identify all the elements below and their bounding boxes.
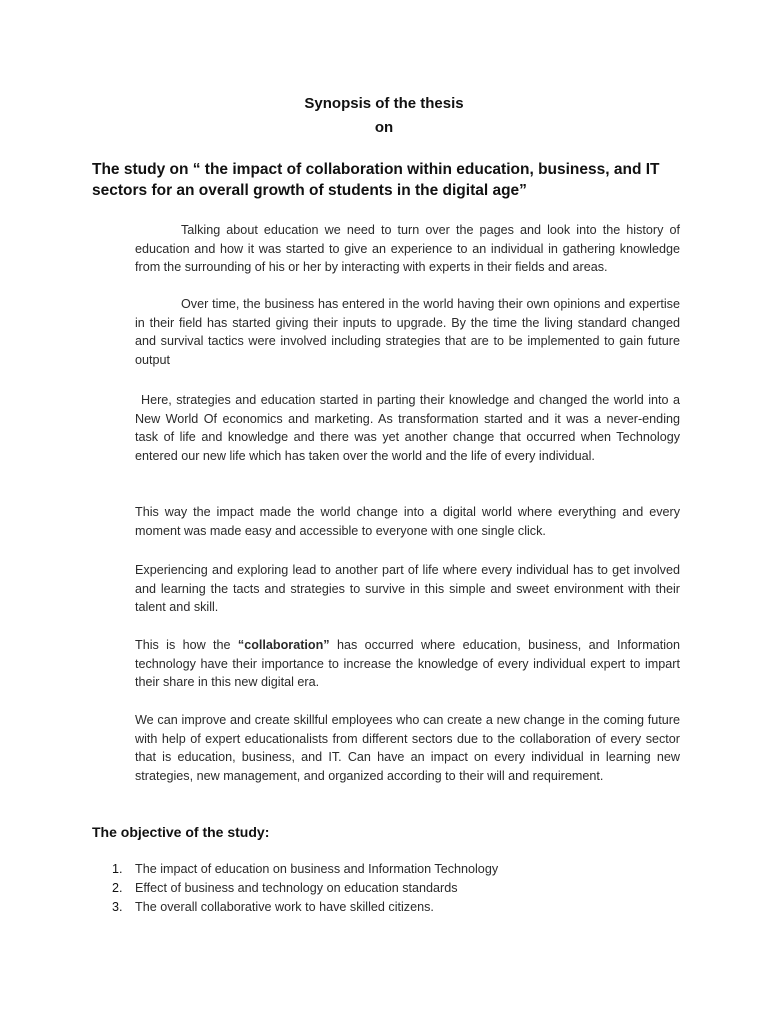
- thesis-heading: The study on “ the impact of collaboration within education, business, and IT sectors for an overall growth of students in the digital age”: [92, 161, 660, 199]
- paragraph-7: We can improve and create skillful employees who can create a new change in the coming future with help of expert educationalists from different sectors due to the collaboration of every sector that is education, business, and IT. Can have an impact on every individual in learning new strategies, new management, and organized according to their will and requirement.: [135, 713, 680, 783]
- objective-list: [112, 860, 498, 917]
- list-item-text: The overall collaborative work to have skilled citizens.: [135, 900, 434, 914]
- list-item: [112, 898, 498, 917]
- paragraph-5: Experiencing and exploring lead to another part of life where every individual has to get involved and learning the tacts and strategies to survive in this simple and sweet environment with their talent and skill.: [135, 563, 680, 614]
- page-subtitle: on: [374, 119, 394, 136]
- title-block: [0, 92, 768, 140]
- objective-heading: The objective of the study:: [92, 824, 270, 840]
- paragraph-6-bold: “collaboration”: [237, 638, 330, 652]
- list-item-number: 3.: [112, 900, 123, 914]
- paragraph-6-post: has occurred where education, business, and Information technology have their importance to increase the knowledge of every individual expert to impart their share in this new digital era.: [135, 638, 680, 689]
- page-title: Synopsis of the thesis: [304, 95, 464, 112]
- list-item-text: The impact of education on business and Information Technology: [135, 862, 499, 876]
- list-item-number: 2.: [112, 881, 123, 895]
- paragraph-3: Here, strategies and education started in parting their knowledge and changed the world into a New World Of economics and marketing. As transformation started and it was a never-ending task of life and knowledge and there was yet another change that occurred when Technology entered our new life which has taken over the world and the life of every individual.: [135, 393, 680, 463]
- list-item-number: 1.: [112, 862, 123, 876]
- list-item-text: Effect of business and technology on education standards: [135, 881, 458, 895]
- paragraph-6-pre: This is how the: [135, 638, 238, 652]
- list-item: [112, 879, 498, 898]
- paragraph-1: Talking about education we need to turn over the pages and look into the history of education and how it was started to give an experience to an individual in gathering knowledge from the surrounding of his or her by interacting with experts in their fields and areas.: [135, 223, 680, 274]
- paragraph-6: [135, 636, 680, 692]
- list-item: [112, 860, 498, 879]
- paragraph-2: Over time, the business has entered in the world having their own opinions and expertise in their field has started giving their inputs to upgrade. By the time the living standard changed and survival tactics were involved including strategies that are to be implemented to gain future output: [135, 297, 680, 367]
- paragraph-4: This way the impact made the world change into a digital world where everything and every moment was made easy and accessible to everyone with one single click.: [135, 505, 680, 538]
